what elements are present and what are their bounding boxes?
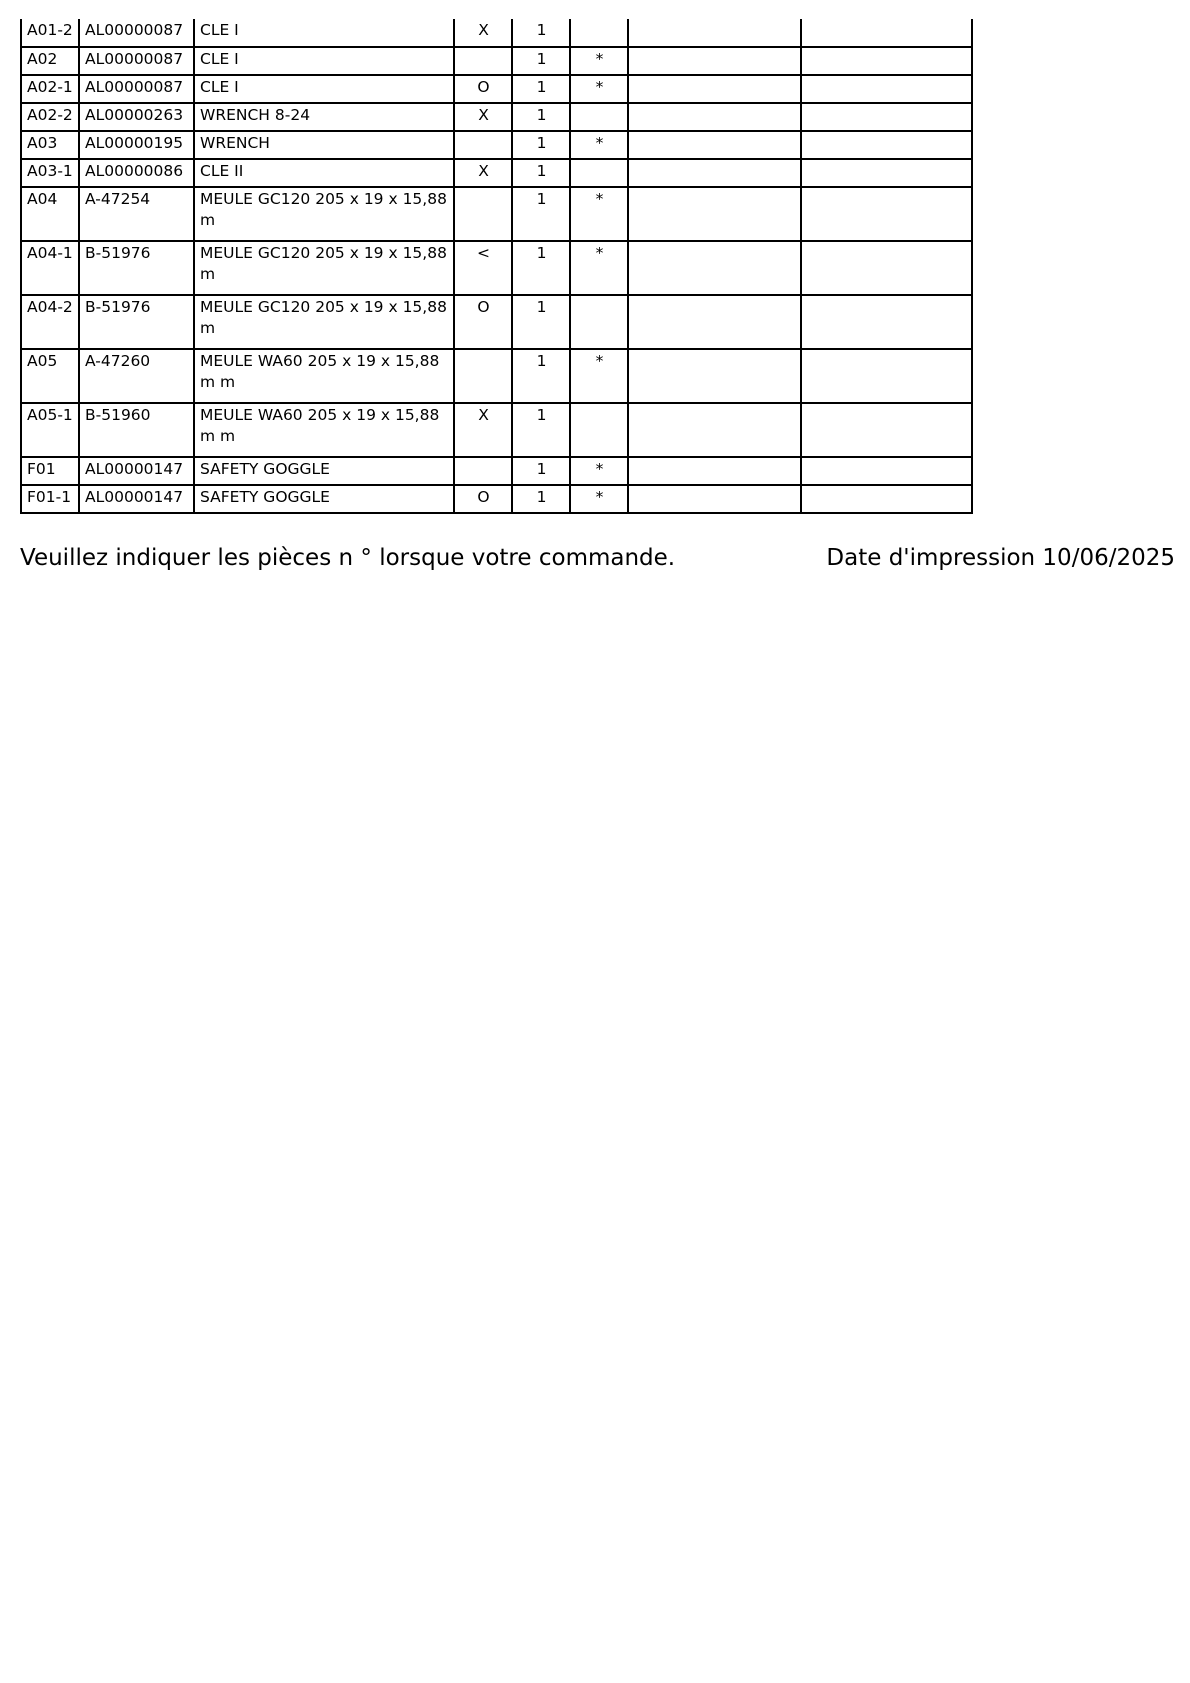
empty-cell	[801, 457, 972, 485]
part-ref: A03	[21, 131, 79, 159]
parts-table	[20, 19, 973, 514]
part-description: MEULE WA60 205 x 19 x 15,88 m m	[194, 349, 454, 403]
table-row	[21, 485, 972, 513]
part-ref: A04-1	[21, 241, 79, 295]
table-row	[21, 131, 972, 159]
part-code: AL00000087	[79, 75, 194, 103]
part-description: MEULE GC120 205 x 19 x 15,88 m	[194, 187, 454, 241]
empty-cell	[628, 187, 801, 241]
part-mark	[454, 131, 512, 159]
part-ref: A04-2	[21, 295, 79, 349]
part-code: A-47260	[79, 349, 194, 403]
empty-cell	[801, 403, 972, 457]
empty-cell	[628, 131, 801, 159]
part-description: MEULE WA60 205 x 19 x 15,88 m m	[194, 403, 454, 457]
empty-cell	[801, 47, 972, 75]
empty-cell	[628, 457, 801, 485]
part-mark	[454, 457, 512, 485]
empty-cell	[628, 103, 801, 131]
part-mark: X	[454, 103, 512, 131]
table-row	[21, 159, 972, 187]
part-quantity: 1	[512, 241, 570, 295]
part-quantity: 1	[512, 457, 570, 485]
part-ref: F01-1	[21, 485, 79, 513]
part-quantity: 1	[512, 295, 570, 349]
empty-cell	[628, 241, 801, 295]
part-description: SAFETY GOGGLE	[194, 485, 454, 513]
part-star	[570, 295, 628, 349]
part-mark: O	[454, 485, 512, 513]
part-code: AL00000087	[79, 19, 194, 47]
part-ref: A02	[21, 47, 79, 75]
table-row	[21, 403, 972, 457]
part-description: CLE I	[194, 47, 454, 75]
part-quantity: 1	[512, 131, 570, 159]
part-mark: X	[454, 19, 512, 47]
part-mark: X	[454, 403, 512, 457]
part-ref: A03-1	[21, 159, 79, 187]
part-star: *	[570, 485, 628, 513]
part-star: *	[570, 457, 628, 485]
part-star: *	[570, 47, 628, 75]
part-ref: A05	[21, 349, 79, 403]
part-description: WRENCH 8-24	[194, 103, 454, 131]
part-code: AL00000147	[79, 485, 194, 513]
empty-cell	[628, 159, 801, 187]
part-code: AL00000087	[79, 47, 194, 75]
empty-cell	[628, 295, 801, 349]
empty-cell	[801, 349, 972, 403]
table-row	[21, 47, 972, 75]
part-mark	[454, 349, 512, 403]
part-quantity: 1	[512, 187, 570, 241]
part-code: B-51976	[79, 295, 194, 349]
part-star	[570, 403, 628, 457]
empty-cell	[628, 19, 801, 47]
empty-cell	[801, 103, 972, 131]
part-mark: <	[454, 241, 512, 295]
empty-cell	[801, 295, 972, 349]
empty-cell	[628, 403, 801, 457]
part-star: *	[570, 131, 628, 159]
part-star: *	[570, 241, 628, 295]
part-code: B-51960	[79, 403, 194, 457]
empty-cell	[801, 485, 972, 513]
part-code: A-47254	[79, 187, 194, 241]
part-ref: A02-1	[21, 75, 79, 103]
part-code: AL00000195	[79, 131, 194, 159]
part-star	[570, 103, 628, 131]
part-star: *	[570, 349, 628, 403]
part-description: CLE II	[194, 159, 454, 187]
empty-cell	[801, 131, 972, 159]
order-instruction-note: Veuillez indiquer les pièces n ° lorsque votre commande.	[20, 545, 676, 571]
part-quantity: 1	[512, 103, 570, 131]
empty-cell	[628, 75, 801, 103]
part-mark: X	[454, 159, 512, 187]
table-row	[21, 295, 972, 349]
empty-cell	[628, 485, 801, 513]
part-quantity: 1	[512, 75, 570, 103]
part-code: AL00000263	[79, 103, 194, 131]
part-description: SAFETY GOGGLE	[194, 457, 454, 485]
part-code: AL00000086	[79, 159, 194, 187]
part-ref: A02-2	[21, 103, 79, 131]
table-row	[21, 19, 972, 47]
part-description: CLE I	[194, 75, 454, 103]
part-description: CLE I	[194, 19, 454, 47]
part-mark: O	[454, 75, 512, 103]
part-ref: A01-2	[21, 19, 79, 47]
part-star: *	[570, 187, 628, 241]
empty-cell	[801, 187, 972, 241]
part-ref: A05-1	[21, 403, 79, 457]
part-quantity: 1	[512, 47, 570, 75]
part-description: WRENCH	[194, 131, 454, 159]
table-row	[21, 75, 972, 103]
part-code: B-51976	[79, 241, 194, 295]
empty-cell	[801, 19, 972, 47]
part-mark: O	[454, 295, 512, 349]
table-row	[21, 349, 972, 403]
part-ref: A04	[21, 187, 79, 241]
empty-cell	[801, 159, 972, 187]
part-quantity: 1	[512, 485, 570, 513]
part-quantity: 1	[512, 403, 570, 457]
part-code: AL00000147	[79, 457, 194, 485]
table-row	[21, 457, 972, 485]
part-star: *	[570, 75, 628, 103]
part-quantity: 1	[512, 349, 570, 403]
empty-cell	[801, 75, 972, 103]
empty-cell	[628, 349, 801, 403]
part-star	[570, 19, 628, 47]
part-quantity: 1	[512, 159, 570, 187]
part-mark	[454, 187, 512, 241]
part-quantity: 1	[512, 19, 570, 47]
part-description: MEULE GC120 205 x 19 x 15,88 m	[194, 241, 454, 295]
table-row	[21, 187, 972, 241]
part-mark	[454, 47, 512, 75]
part-star	[570, 159, 628, 187]
part-ref: F01	[21, 457, 79, 485]
table-row	[21, 103, 972, 131]
empty-cell	[801, 241, 972, 295]
part-description: MEULE GC120 205 x 19 x 15,88 m	[194, 295, 454, 349]
table-row	[21, 241, 972, 295]
print-date: Date d'impression 10/06/2025	[826, 545, 1175, 571]
empty-cell	[628, 47, 801, 75]
